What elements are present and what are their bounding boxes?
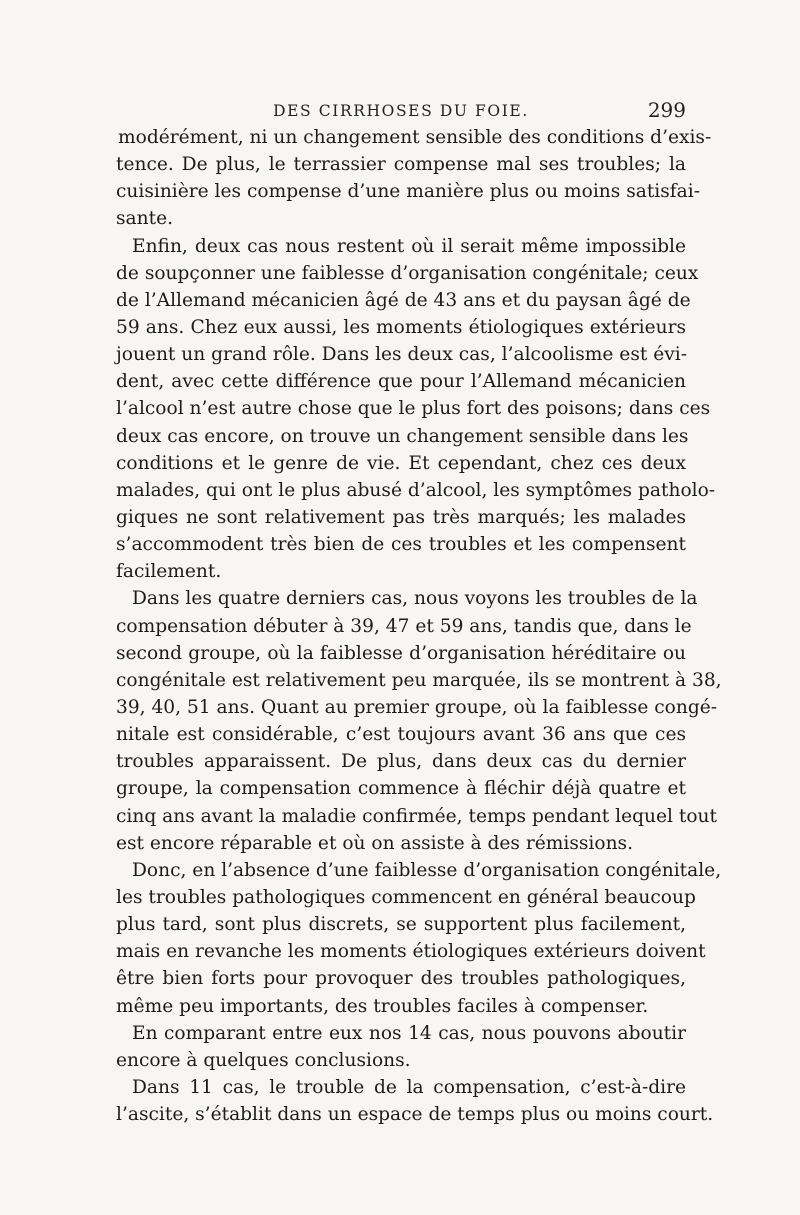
text-line: groupe, la compensation commence à fléchir déjà quatre et — [116, 778, 686, 800]
text-line: giques ne sont relativement pas très marqués; les malades — [116, 506, 686, 528]
body-text — [116, 124, 722, 1128]
page-number: 299 — [647, 98, 686, 122]
text-line: facilement. — [116, 561, 222, 583]
text-line: 39, 40, 51 ans. Quant au premier groupe, où la faiblesse congé- — [116, 696, 718, 718]
text-line: les troubles pathologiques commencent en général beaucoup — [116, 886, 696, 908]
text-line: plus tard, sont plus discrets, se supportent plus facilement, — [116, 914, 686, 936]
text-line: sante. — [116, 208, 173, 230]
text-line: cinq ans avant la maladie confirmée, temps pendant lequel tout — [116, 805, 717, 827]
text-line: cuisinière les compense d’une manière plus ou moins satisfai- — [116, 181, 700, 203]
text-line: de l’Allemand mécanicien âgé de 43 ans et du paysan âgé de — [116, 289, 691, 311]
text-line: dent, avec cette différence que pour l’Allemand mécanicien — [116, 371, 686, 393]
text-line: Dans les quatre derniers cas, nous voyons les troubles de la — [132, 588, 698, 610]
text-line: jouent un grand rôle. Dans les deux cas, l’alcoolisme est évi- — [116, 344, 687, 366]
text-line: s’accommodent très bien de ces troubles et les compensent — [116, 534, 686, 556]
text-line: mais en revanche les moments étiologiques extérieurs doivent — [116, 941, 706, 963]
text-line: même peu importants, des troubles faciles à compenser. — [116, 995, 649, 1017]
text-line: Donc, en l’absence d’une faiblesse d’organisation congénitale, — [132, 859, 722, 881]
text-line: Dans 11 cas, le trouble de la compensation, c’est-à-dire — [132, 1076, 686, 1098]
text-line: l’ascite, s’établit dans un espace de temps plus ou moins court. — [116, 1104, 714, 1126]
text-line: nitale est considérable, c’est toujours avant 36 ans que ces — [116, 724, 686, 746]
text-line: être bien forts pour provoquer des troubles pathologiques, — [116, 968, 686, 990]
text-line: conditions et le genre de vie. Et cependant, chez ces deux — [116, 452, 686, 474]
text-line: congénitale est relativement peu marquée, ils se montrent à 38, — [116, 669, 722, 691]
text-line: est encore réparable et où on assiste à des rémissions. — [116, 832, 634, 854]
text-line: compensation débuter à 39, 47 et 59 ans, tandis que, dans le — [116, 615, 692, 637]
text-line: 59 ans. Chez eux aussi, les moments étiologiques extérieurs — [116, 316, 686, 338]
text-line: troubles apparaissent. De plus, dans deux cas du dernier — [116, 751, 686, 773]
text-line: de soupçonner une faiblesse d’organisation congénitale; ceux — [116, 262, 699, 284]
text-line: Enfin, deux cas nous restent où il serait même impossible — [132, 235, 686, 257]
text-line: En comparant entre eux nos 14 cas, nous pouvons aboutir — [132, 1022, 686, 1044]
text-line: tence. De plus, le terrassier compense mal ses troubles; la — [116, 154, 686, 176]
text-line: deux cas encore, on trouve un changement sensible dans les — [116, 425, 689, 447]
text-line: encore à quelques conclusions. — [116, 1049, 411, 1071]
running-title: DES CIRRHOSES DU FOIE. — [273, 102, 529, 120]
text-line: l’alcool n’est autre chose que le plus fort des poisons; dans ces — [116, 398, 711, 420]
text-line: malades, qui ont le plus abusé d’alcool, les symptômes patholo- — [116, 479, 716, 501]
text-line: modérément, ni un changement sensible des conditions d’exis- — [118, 127, 712, 148]
text-line: second groupe, où la faiblesse d’organisation héréditaire ou — [116, 642, 686, 664]
